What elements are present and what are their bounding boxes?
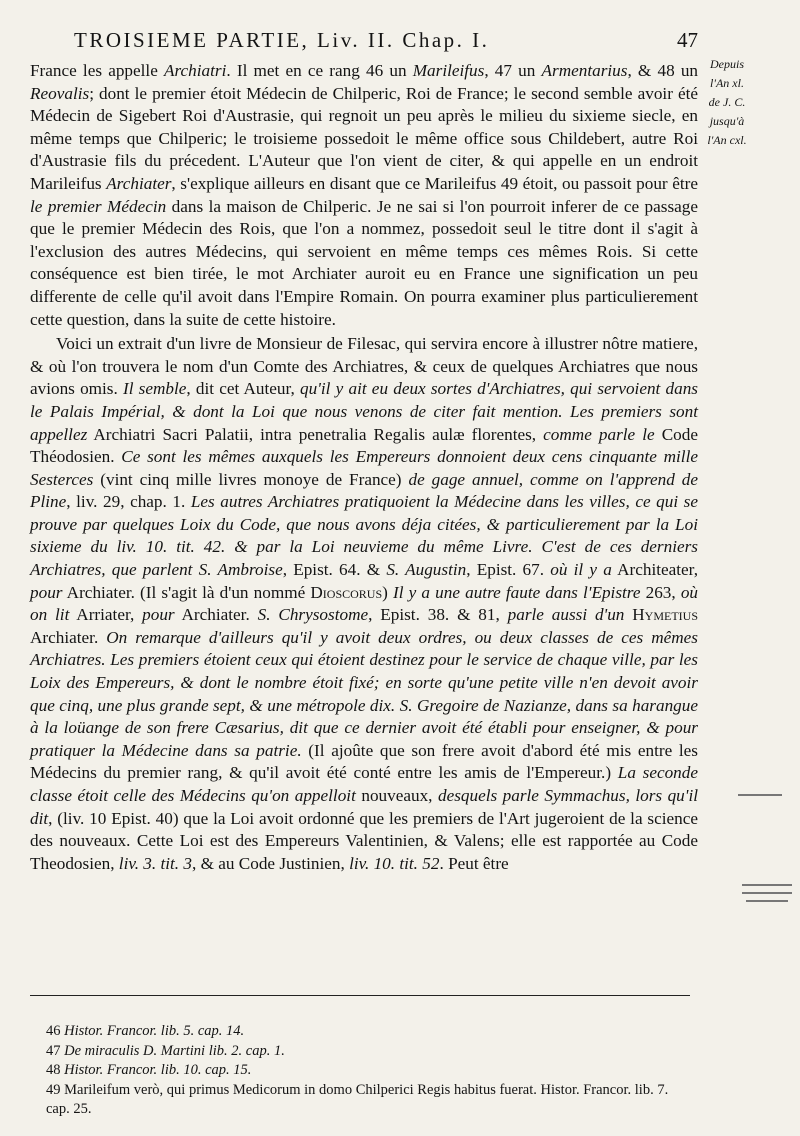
pencil-mark — [742, 884, 792, 886]
text-run: . Il met en ce rang 46 un — [226, 61, 413, 80]
text-run: liv. 3. tit. 3 — [118, 853, 192, 873]
text-run: Il semble — [122, 379, 187, 399]
text-run: le premier Médecin — [30, 196, 167, 216]
footnote-text: Marileifum verò, qui primus Medicorum in domo Chilperici Regis habitus fuerat. Histor. Francor. lib. 7. cap. 25. — [46, 1081, 669, 1118]
text-run: où on lit — [30, 582, 699, 625]
text-run: ) — [382, 582, 394, 602]
footnote-rule — [30, 995, 690, 996]
text-run: Ce sont les mêmes auxquels les Empereurs donnoient deux cens cinquante mille Sesterces — [30, 447, 698, 489]
text-run: qu'il y ait eu deux sortes d'Archiatres, qui servoient dans le Palais Impérial, & dont la Loi que nous venons de citer fait mention. Les premiers sont appellez — [30, 379, 698, 444]
margin-note: Depuis l'An xl. de J. C. jusqu'à l'An cxl. — [707, 57, 747, 147]
text-run: Code Théodosien. — [30, 424, 698, 467]
text-run: . Peut être — [439, 853, 509, 873]
footnote-48 — [30, 1061, 690, 1081]
text-run: La seconde classe étoit celle des Médecins qu'on appelloit — [30, 763, 698, 805]
footnote-text: De miraculis D. Martini lib. 2. cap. 1. — [64, 1042, 285, 1059]
running-title: TROISIEME PARTIE, Liv. II. Chap. I. — [74, 28, 490, 52]
text-run: Il y a une autre faute dans l'Epistre — [393, 582, 641, 602]
text-run: Les autres Archiatres pratiquoient la Médecine dans les villes, ce qui se prouve par quelques Loix du Code, que nous avons déja citées, & particulierement par la Loi sixieme du liv. 10. tit. 42. & par la Loi neuvieme du même Livre. C'est de ces derniers Archiatres, que parlent S. Ambroise — [30, 492, 698, 580]
footnote-text: Histor. Francor. lib. 5. cap. 14. — [64, 1023, 245, 1039]
text-run: 263, — [640, 582, 681, 602]
text-run: Archiater — [106, 173, 172, 193]
running-header — [58, 22, 698, 56]
text-run: S. Chrysostome — [257, 605, 369, 625]
text-run: comme parle le — [543, 424, 655, 444]
paragraph-2 — [30, 333, 698, 875]
text-run: de gage annuel, comme on l'apprend de Pline — [30, 469, 698, 512]
pencil-mark — [742, 892, 792, 894]
footnote-number: 49 — [46, 1081, 61, 1098]
text-run: Archiatri — [164, 61, 227, 80]
text-run: nouveaux, — [355, 786, 438, 805]
text-run: S. Augustin — [386, 560, 467, 580]
footnotes — [30, 1022, 690, 1120]
text-run: , & au Code Justinien, — [192, 853, 350, 873]
text-run: (Il ajoûte que son frere avoit d'abord été mis entre les Médecins du premier rang, & qu'il avoit été conté entre les amis de l'Empereur.) — [30, 740, 698, 783]
text-run: Archiater. — [30, 627, 107, 647]
text-run: Voici un extrait d'un livre de Monsieur de Filesac, qui servira encore à illustrer nôtre matiere, & où l'on trouvera le nom d'un Comte des Archiatres, & ceux de quelques Archiatres que nous avions omis. — [30, 334, 698, 399]
text-run: , 47 un — [484, 61, 542, 80]
footnote-text: Histor. Francor. lib. 10. cap. 15. — [64, 1062, 252, 1079]
text-run: , & 48 un — [627, 61, 699, 80]
text-run: Archiatri Sacri Palatii, intra penetralia Regalis aulæ florentes, — [87, 424, 544, 444]
text-run: ; dont le premier étoit Médecin de Chilperic, Roi de France; le second semble avoir été Médecin de Sigebert Roi d'Austrasie, qui regnoit un peu après le milieu du sixieme siecle, en même temps que Chilperic; le troisieme possedoit le même office sous Childebert, autre Roi d'Austrasie fils du précedent. L'Auteur que l'on vient de citer, & qui appelle en un endroit Marileifus — [30, 83, 698, 193]
footnote-46 — [30, 1022, 690, 1042]
text-run: , dit cet Auteur, — [186, 379, 301, 399]
text-run: desquels parle Symmachus, lors qu'il dit — [30, 786, 699, 828]
footnote-number: 47 — [46, 1042, 61, 1059]
text-run: pour — [142, 605, 175, 625]
footnote-number: 48 — [46, 1062, 61, 1079]
text-run: liv. 10. tit. 52 — [349, 853, 440, 873]
text-run: Archiater. (Il s'agit là d'un nommé — [62, 582, 311, 602]
text-run: , Epist. 38. & 81, — [368, 605, 508, 625]
footnote-47 — [30, 1042, 690, 1062]
text-run: , (liv. 10 Epist. 40) que la Loi avoit ordonné que les premiers de l'Art jugeroient de la science des nouveaux. Cette Loi est des Empereurs Valentinien, & Valens; elle est rapportée au Code Theodosien, — [30, 808, 698, 873]
text-run: Marileifus — [412, 61, 485, 80]
text-run: Armentarius — [541, 61, 628, 80]
footnote-49 — [30, 1081, 690, 1120]
footnote-number: 46 — [46, 1023, 61, 1039]
paragraph-1 — [30, 60, 698, 331]
text-run: où il y a — [550, 560, 612, 580]
pencil-mark — [738, 794, 782, 796]
text-run: Dioscorus — [310, 582, 383, 602]
text-run: Reovalis — [30, 83, 90, 103]
text-run: On remarque d'ailleurs qu'il y avoit deux ordres, ou deux classes de ces mêmes Archiatres. Les premiers étoient ceux qui étoient destinez pour le service de chaque ville, par les Loix des Empereurs, & dont le nombre étoit fixé; en sorte qu'une petite ville n'en devoit avoir que cinq, une plus grande sept, & une métropole dix. S. Gregoire de Nazianze, dans sa harangue à la loüange de son frere Cæsarius, dit que ce dernier avoit été établi pour enseigner, & pour pratiquer la Médecine dans sa patrie. — [30, 627, 698, 760]
page-number: 47 — [677, 28, 698, 52]
text-run: parle aussi d'un — [507, 605, 625, 625]
text-run: , s'explique ailleurs en disant que ce Marileifus 49 étoit, ou passoit pour être — [171, 173, 698, 193]
text-run: dans la maison de Chilperic. Je ne sai si l'on pourroit inferer de ce passage que le premier Médecin des Rois, que l'on a nommez, possedoit seul le titre dont il s'agit à l'exclusion des autres Médecins, qui servoient en même temps ces mêmes Rois. Si cette conséquence est bien tirée, le mot Archiater auroit eu en France une signification un peu differente de celle qu'il avoit dans l'Empire Romain. On pourra examiner plus particulierement cette question, dans la suite de cette histoire. — [30, 196, 698, 329]
text-run: pour — [30, 582, 63, 602]
text-run: Archiater. — [174, 605, 258, 625]
text-run: Arriater, — [69, 605, 143, 625]
text-run: Architeater, — [611, 560, 699, 580]
body-text — [30, 60, 698, 875]
pencil-mark — [746, 900, 788, 902]
text-run: France les appelle — [30, 61, 164, 80]
text-run: , Epist. 67. — [466, 560, 551, 580]
text-run: , Epist. 64. & — [282, 560, 387, 580]
text-run: (vint cinq mille livres monoye de France) — [93, 469, 409, 489]
text-run: Hymetius — [632, 605, 699, 625]
text-run: , liv. 29, chap. 1. — [66, 492, 191, 512]
